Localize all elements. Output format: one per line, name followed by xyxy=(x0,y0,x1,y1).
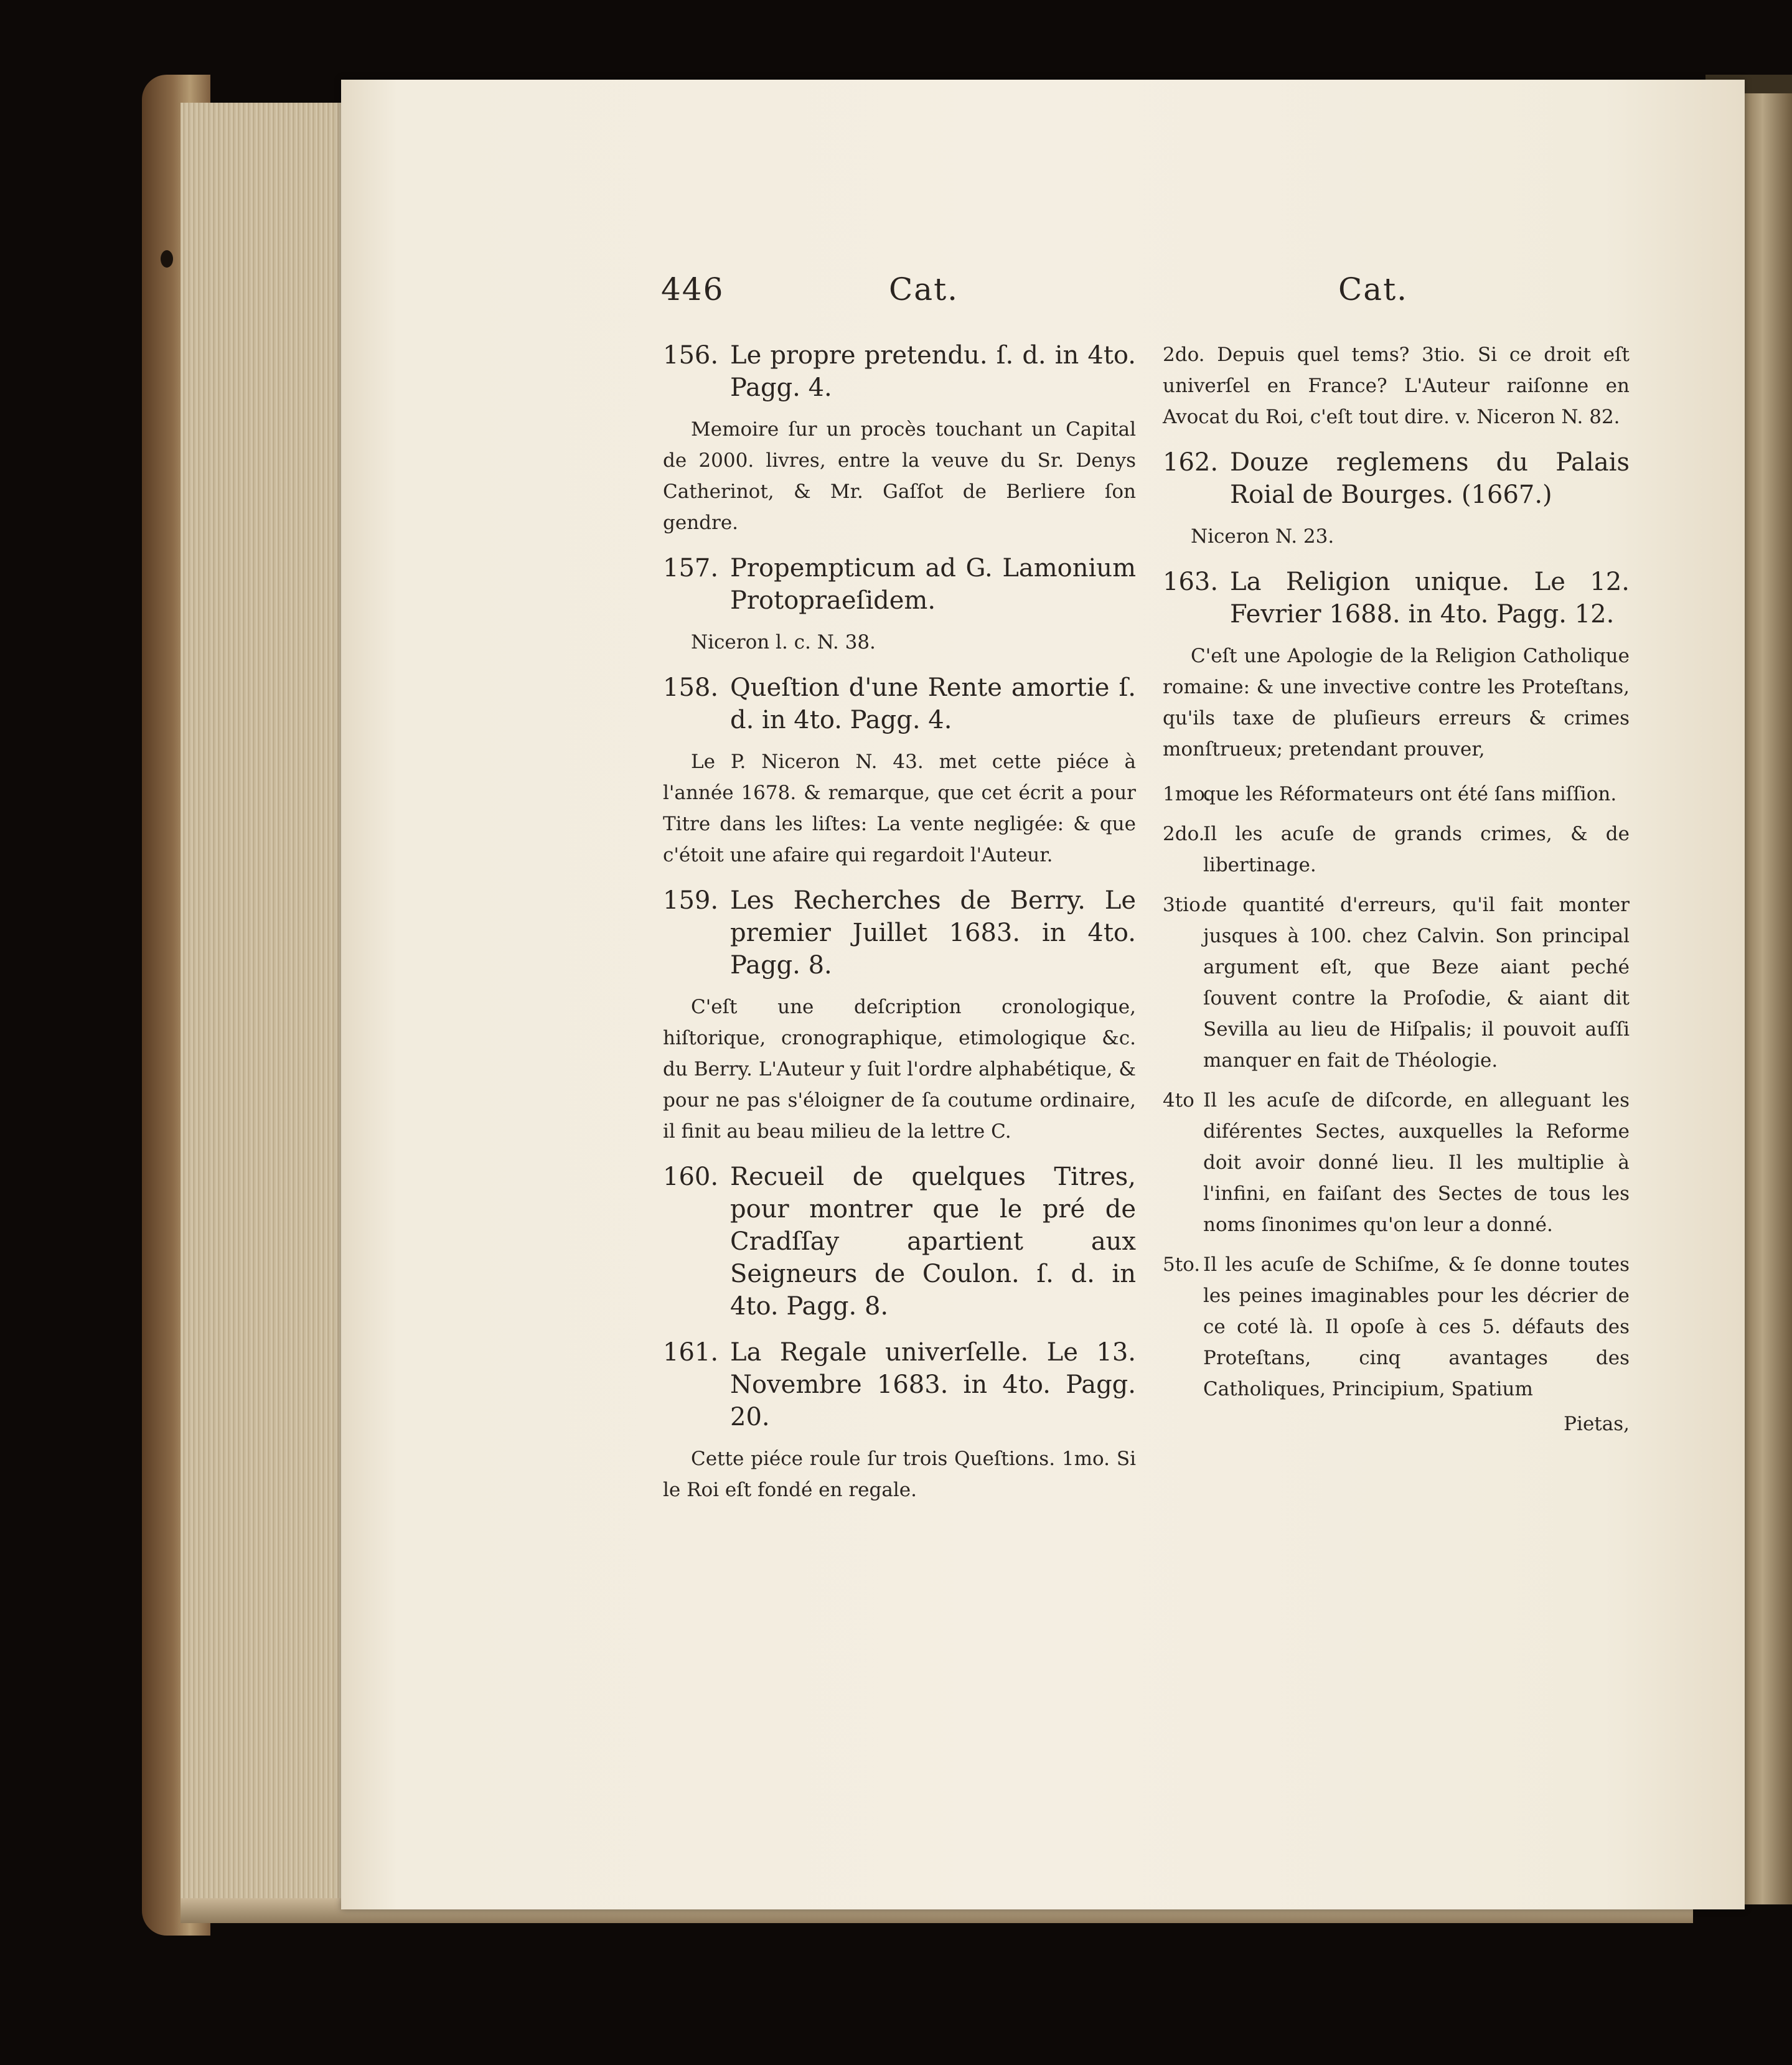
entry-title: Douze reglemens du Palais Roial de Bourges. (1667.) xyxy=(1230,448,1630,509)
point-text: de quantité d'erreurs, qu'il fait monter jusques à 100. chez Calvin. Son principal argument eſt, que Beze aiant peché ſouvent contre la Proſodie, & aiant dit Sevilla au lieu de Hiſpalis; il pouvoit auſſi manquer en fait de Théologie. xyxy=(1203,894,1630,1072)
entry-number: 158. xyxy=(663,673,719,702)
point-text: Il les acuſe de grands crimes, & de libertinage. xyxy=(1203,823,1630,876)
entry-description: C'eſt une Apologie de la Religion Catholique romaine: & une invective contre les Proteſtans, qu'ils taxe de pluſieurs erreurs & crimes monſtrueux; pretendant prouver, xyxy=(1163,645,1630,761)
entry-number: 163. xyxy=(1163,568,1219,596)
catalog-entry xyxy=(663,552,1136,658)
entry-heading xyxy=(663,1336,1136,1433)
point-number: 3tio. xyxy=(1163,894,1207,916)
entry-title: Propempticum ad G. Lamonium Protopraeſidem. xyxy=(730,554,1136,615)
point-text: Il les acuſe de diſcorde, en alleguant les diférentes Sectes, auxquelles la Reforme doit avoir donné lieu. Il les multiplie à l'infini, en faiſant des Sectes de tous les noms ſinonimes qu'on leur a donné. xyxy=(1203,1089,1630,1236)
entry-description: Niceron N. 23. xyxy=(1191,525,1335,548)
catalog-entry xyxy=(663,1336,1136,1505)
numbered-point xyxy=(1163,889,1630,1076)
point-number: 5to. xyxy=(1163,1253,1201,1276)
entry-heading xyxy=(663,1161,1136,1323)
catalog-entry xyxy=(663,672,1136,871)
running-head-left: Cat. xyxy=(889,271,959,307)
entry-title: Queſtion d'une Rente amortie ſ. d. in 4to. Pagg. 4. xyxy=(730,673,1136,734)
numbered-point xyxy=(1163,1249,1630,1405)
point-number: 2do. xyxy=(1163,823,1205,845)
catalog-entry xyxy=(1163,566,1630,765)
entry-number: 157. xyxy=(663,554,719,583)
entry-number: 156. xyxy=(663,341,719,370)
entry-heading xyxy=(663,884,1136,981)
entry-number: 162. xyxy=(1163,448,1219,477)
point-number: 1mo. xyxy=(1163,783,1211,805)
entry-heading xyxy=(663,339,1136,404)
catalog-entry xyxy=(663,884,1136,1147)
page-number: 446 xyxy=(661,271,725,307)
right-column xyxy=(1163,339,1630,1440)
entry-heading xyxy=(1163,446,1630,511)
continued-description: 2do. Depuis quel tems? 3tio. Si ce droit eſt univerſel en France? L'Auteur raiſonne en Avocat du Roi, c'eſt tout dire. v. Niceron N. 82. xyxy=(1163,344,1630,428)
entry-description: Memoire ſur un procès touchant un Capital de 2000. livres, entre la veuve du Sr. Denys Catherinot, & Mr. Gaſſot de Berliere ſon gendre. xyxy=(663,418,1136,534)
entry-description: Le P. Niceron N. 43. met cette piéce à l'année 1678. & remarque, que cet écrit a pour Titre dans les liſtes: La vente negligée: & que c'étoit une afaire qui regardoit l'Auteur. xyxy=(663,751,1136,866)
numbered-point xyxy=(1163,818,1630,881)
entry-description: Niceron l. c. N. 38. xyxy=(691,631,876,653)
entry-title: La Regale univerſelle. Le 13. Novembre 1683. in 4to. Pagg. 20. xyxy=(730,1338,1136,1431)
entry-title: Recueil de quelques Titres, pour montrer que le pré de Cradſſay apartient aux Seigneurs de Coulon. ſ. d. in 4to. Pagg. 8. xyxy=(730,1163,1136,1321)
entry-description: Cette piéce roule ſur trois Queſtions. 1mo. Si le Roi eſt fondé en regale. xyxy=(663,1448,1136,1501)
running-head-right: Cat. xyxy=(1338,271,1409,307)
entry-heading xyxy=(663,672,1136,736)
catalog-entry xyxy=(663,339,1136,538)
page-edges xyxy=(181,103,349,1917)
facing-book-edge xyxy=(1743,93,1792,1904)
point-text: que les Réformateurs ont été ſans miſſion. xyxy=(1203,783,1617,805)
entry-title: Les Recherches de Berry. Le premier Juillet 1683. in 4to. Pagg. 8. xyxy=(730,886,1136,980)
cover-hole xyxy=(161,250,173,268)
catchword: Pietas, xyxy=(1564,1413,1630,1435)
catalog-entry xyxy=(1163,446,1630,552)
entry-heading xyxy=(663,552,1136,617)
entry-heading xyxy=(1163,566,1630,630)
point-text: Il les acuſe de Schiſme, & ſe donne toutes les peines imaginables pour les décrier de ce coté là. Il opoſe à ces 5. défauts des Proteſtans, cinq avantages des Catholiques, Principium, Spatium xyxy=(1203,1253,1630,1400)
catalog-entry xyxy=(663,1161,1136,1323)
entry-number: 160. xyxy=(663,1163,719,1191)
entry-number: 159. xyxy=(663,886,719,915)
left-column xyxy=(663,339,1136,1519)
entry-number: 161. xyxy=(663,1338,719,1367)
numbered-point xyxy=(1163,779,1630,810)
numbered-point xyxy=(1163,1085,1630,1240)
entry-title: Le propre pretendu. ſ. d. in 4to. Pagg. 4. xyxy=(730,341,1136,402)
point-number: 4to xyxy=(1163,1089,1194,1112)
entry-title: La Religion unique. Le 12. Fevrier 1688. in 4to. Pagg. 12. xyxy=(1230,568,1630,629)
entry-description: C'eſt une deſcription cronologique, hiſtorique, cronographique, etimologique &c. du Berry. L'Auteur y ſuit l'ordre alphabétique, & pour ne pas s'éloigner de ſa coutume ordinaire, il finit au beau milieu de la lettre C. xyxy=(663,996,1136,1143)
